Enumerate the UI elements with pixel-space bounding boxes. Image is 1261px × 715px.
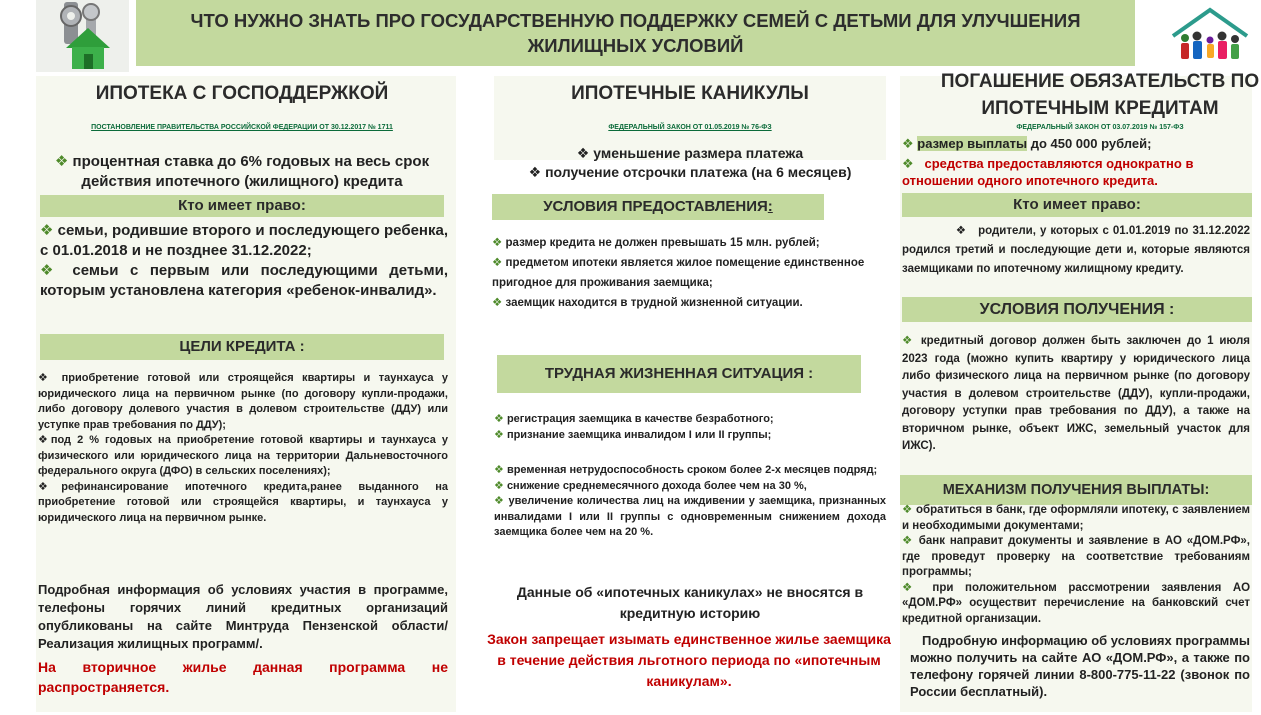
diamond-outline-icon: ❖ [576,145,590,161]
list-item: ❖ семьи, родившие второго и последующего ребенка, с 01.01.2018 и не позднее 31.12.2022; [40,222,449,259]
list-item: ❖ обратиться в банк, где оформляли ипотеку, с заявлением и необходимыми документами; [902,504,1250,532]
house-keys-logo [36,0,129,72]
list-item: ❖ при положительном рассмотрении заявления АО «ДОМ.РФ» осуществит перечисление на банковский счет кредитной организации. [902,581,1251,625]
list-item: ❖ увеличение количества лиц на иждивении у заемщика, признанных инвалидами I или II группы с одновременным снижением дохода заемщика более чем на 20 %. [494,495,886,538]
amount-label: размер выплаты [917,136,1028,151]
list-item: ❖ уменьшение размера платежа [576,145,804,161]
col3-cond-bar [902,297,1252,322]
col3-mech-list [902,503,1250,627]
diamond-bullet-icon: ❖ [902,335,915,347]
col1-goals-bar [40,334,444,360]
diamond-outline-icon: ❖ [528,164,542,180]
col3-heading: ПОГАШЕНИЕ ОБЯЗАТЕЛЬСТВ ПО ИПОТЕЧНЫМ КРЕДИТАМ [940,71,1260,119]
list-item: ❖ признание заемщика инвалидом I или II группы; [494,428,772,441]
col2-hard-bar [497,355,861,393]
col1-goals-title: ЦЕЛИ КРЕДИТА : [179,338,305,355]
diamond-bullet-icon: ❖ [902,136,914,151]
col2-law-note: Закон запрещает изымать единственное жилье заемщика в течение действия льготного периода по «ипотечным каникулам». [487,631,891,689]
col3-who-text: ❖ родители, у которых с 01.01.2019 по 31.12.2022 родился третий и последующие дети и, которые являются заемщиками по ипотечному жилищному кредиту. [902,222,1250,279]
col3-mech-title: МЕХАНИЗМ ПОЛУЧЕНИЯ ВЫПЛАТЫ: [942,482,1210,498]
col1-law-ref: ПОСТАНОВЛЕНИЕ ПРАВИТЕЛЬСТВА РОССИЙСКОЙ ФЕДЕРАЦИИ ОТ 30.12.2017 № 1711 [91,124,393,131]
col3-law-ref: ФЕДЕРАЛЬНЫЙ ЗАКОН ОТ 03.07.2019 № 157-ФЗ [1016,124,1184,131]
col2-cond-list [492,233,882,313]
col3-once: ❖ средства предоставляются однократно в отношении одного ипотечного кредита. [902,156,1194,188]
diamond-bullet-icon: ❖ [902,581,921,594]
col2-law-ref: ФЕДЕРАЛЬНЫЙ ЗАКОН ОТ 01.05.2019 № 76-ФЗ [608,124,772,131]
col1-heading: ИПОТЕКА С ГОСПОДДЕРЖКОЙ [95,83,389,104]
col3-cond-text: ❖ кредитный договор должен быть заключен до 1 июля 2023 года (можно купить квартиру у юридического лица либо физического лица на первичном рынке (по договору участия в долевом строительстве (ДДУ), купли-продажи, договору уступки прав требования по ДДУ), а также на вторичном рынке, объект ИЖС, земельный участок для ИЖС). [902,335,1250,452]
diamond-bullet-icon: ❖ [494,479,504,492]
col1-who-bar [40,195,444,217]
col2-hard-title: ТРУДНАЯ ЖИЗНЕННАЯ СИТУАЦИЯ : [544,365,814,382]
col3-amount [902,135,1252,152]
diamond-outline-icon: ❖ [955,225,966,237]
col2-cond-title: УСЛОВИЯ ПРЕДОСТАВЛЕНИЯ: [543,198,773,215]
list-item: ❖ снижение среднемесячного дохода более чем на 30 %, [494,479,807,492]
diamond-bullet-icon: ❖ [902,535,914,547]
col1-who-list [40,221,448,301]
list-item: ❖под 2 % годовых на приобретение готовой квартиры и таунхауса у физического или юридического лица на территории Дальневосточного федерального округа (ДФО) в сельских поселениях); [38,434,448,477]
rate-text: процентная ставка до 6% годовых на весь срок действия ипотечного (жилищного) кредита [72,153,430,190]
list-item: ❖ приобретение готовой или строящейся квартиры и таунхауса у юридического лица на первичном рынке (по договору купли-продажи, либо договору долевого участия в долевом строительстве (ДДУ) или уступке прав требования по ДДУ); [38,372,448,431]
diamond-bullet-icon: ❖ [902,156,914,171]
diamond-outline-icon: ❖ [38,434,51,446]
col3-who-title: Кто имеет право: [1013,196,1141,213]
diamond-outline-icon: ❖ [38,480,62,493]
list-item: ❖ временная нетрудоспособность сроком более 2-х месяцев подряд; [494,464,878,476]
diamond-outline-icon: ❖ [38,372,54,384]
col3-who-bar [902,193,1252,217]
diamond-bullet-icon: ❖ [492,257,503,269]
diamond-bullet-icon: ❖ [494,413,504,425]
col2-benefits [494,144,886,182]
diamond-bullet-icon: ❖ [492,297,503,309]
page-title: ЧТО НУЖНО ЗНАТЬ ПРО ГОСУДАРСТВЕННУЮ ПОДДЕРЖКУ СЕМЕЙ С ДЕТЬМИ ДЛЯ УЛУЧШЕНИЯ ЖИЛИЩНЫХ УСЛОВИЙ [190,10,1081,56]
col1-warning: На вторичное жилье данная программа не распространяется. [38,659,448,695]
list-item: ❖ банк направит документы и заявление в АО «ДОМ.РФ», где проведут проверку на соответствие требованиям программы; [902,535,1250,578]
col2-heading: ИПОТЕЧНЫЕ КАНИКУЛЫ [571,83,809,104]
diamond-bullet-icon: ❖ [494,464,504,476]
col3-info: Подробную информацию об условиях программы можно получить на сайте АО «ДОМ.РФ», а также по телефону горячей линии 8-800-775-11-22 (звонок по России бесплатный). [910,633,1251,699]
col3-cond-title: УСЛОВИЯ ПОЛУЧЕНИЯ : [979,301,1175,318]
list-item: ❖ получение отсрочки платежа (на 6 месяцев) [528,164,852,180]
col1-rate [40,152,444,192]
col1-goals-list [38,371,448,526]
list-item: ❖рефинансирование ипотечного кредита,ранее выданного на приобретение готовой или строящейся квартиры, и таунхауса у юридического лица на первичном рынке. [38,480,448,524]
list-item: ❖ размер кредита не должен превышать 15 млн. рублей; [492,237,820,249]
amount-value: до 450 000 рублей; [1030,136,1152,151]
diamond-bullet-icon: ❖ [40,222,54,239]
col2-cond-bar [492,194,824,220]
col3-mech-bar [900,475,1252,505]
family-house-logo [1167,6,1253,68]
diamond-bullet-icon: ❖ [54,153,69,170]
diamond-bullet-icon: ❖ [902,504,913,516]
col2-hard-list [494,412,886,541]
list-item: ❖ заемщик находится в трудной жизненной ситуации. [492,297,803,309]
diamond-bullet-icon: ❖ [40,262,61,279]
diamond-bullet-icon: ❖ [492,237,503,249]
diamond-bullet-icon: ❖ [494,428,504,441]
col2-history-note: Данные об «ипотечных каникулах» не вносятся в кредитную историю [516,584,864,621]
col1-who-title: Кто имеет право: [178,197,306,214]
list-item: ❖ регистрация заемщика в качестве безработного; [494,413,774,425]
diamond-bullet-icon: ❖ [494,495,505,507]
col1-info: Подробная информация об условиях участия в программе, телефоны горячих линий кредитных организаций опубликованы на сайте Минтруда Пензенской области/Реализация жилищных программ/. [38,582,448,651]
list-item: ❖ предметом ипотеки является жилое помещение единственное пригодное для проживания заемщика; [492,257,865,289]
header-title-bar [136,0,1135,66]
list-item: ❖ семьи с первым или последующими детьми, которым установлена категория «ребенок-инвалид». [40,262,449,299]
